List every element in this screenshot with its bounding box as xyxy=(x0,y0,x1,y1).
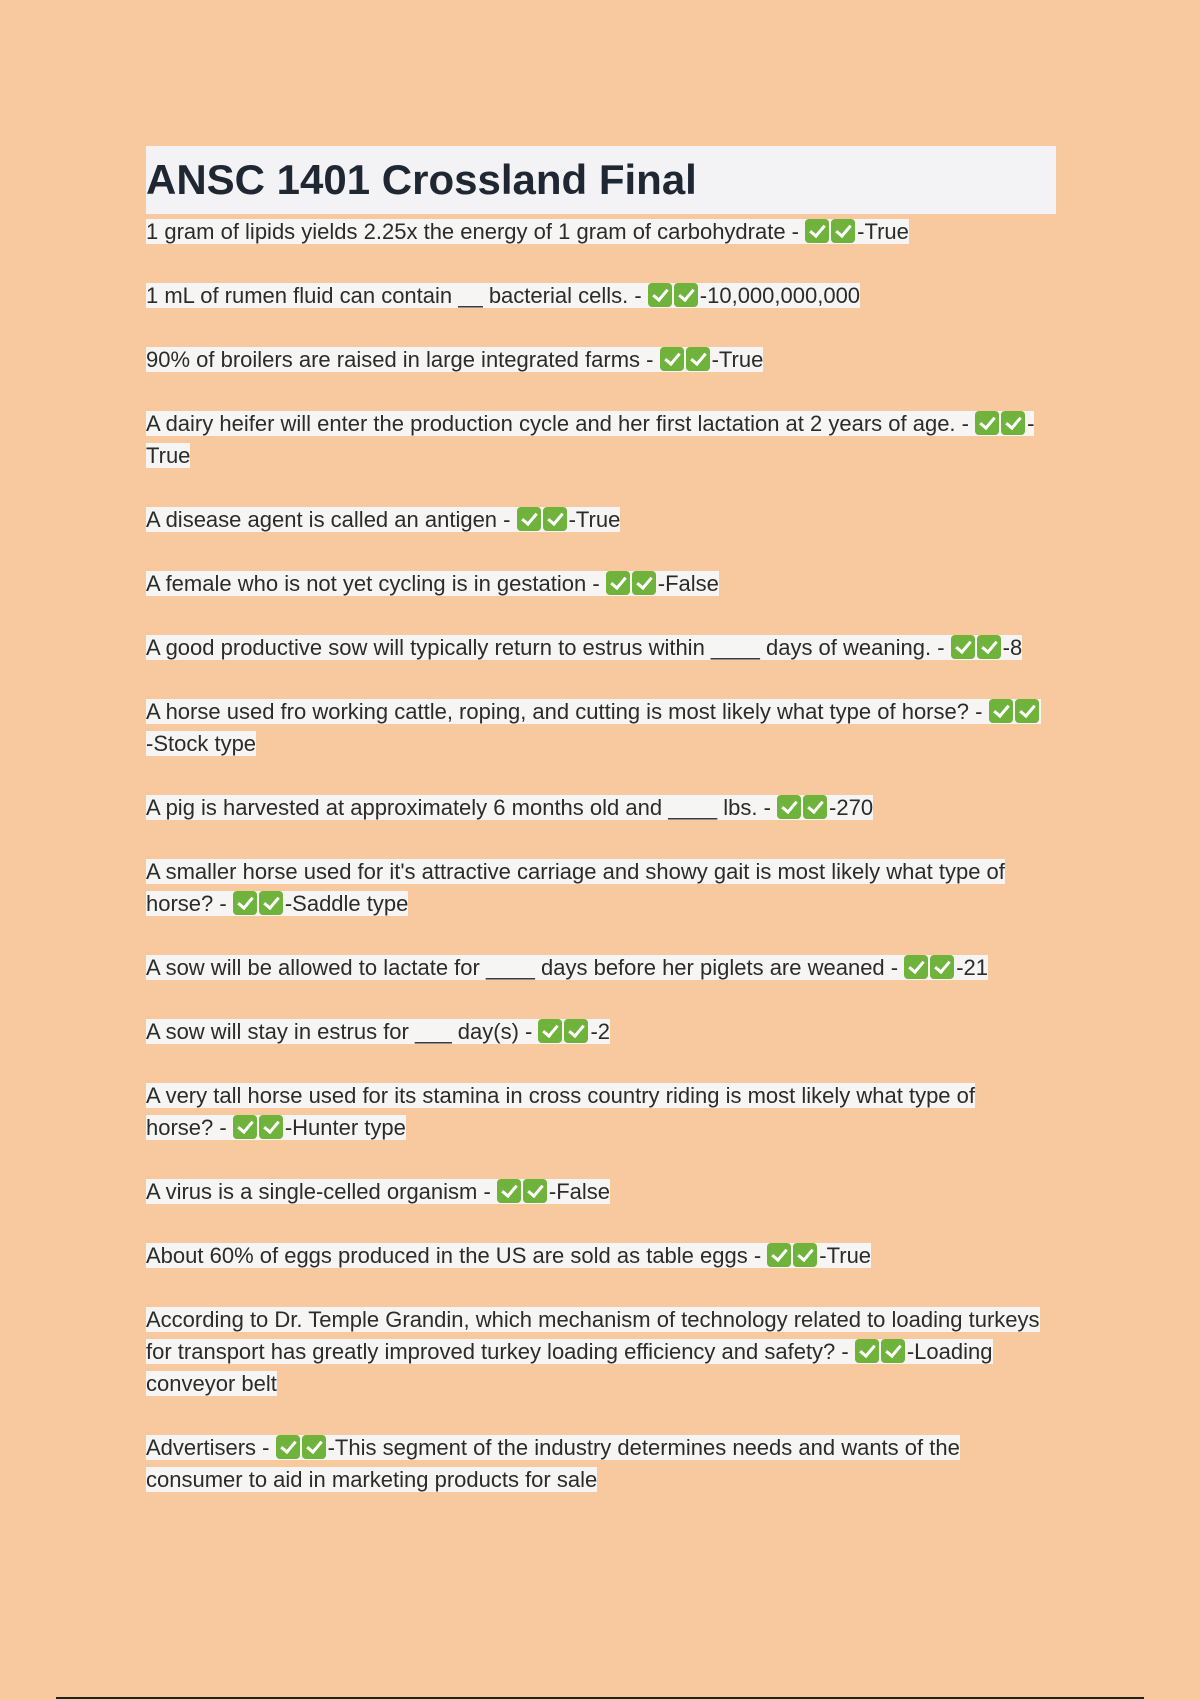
answer-text: -8 xyxy=(1002,635,1023,660)
qa-item xyxy=(146,696,1056,760)
check-mark-icon xyxy=(686,347,710,371)
question-text: A virus is a single-celled organism - xyxy=(146,1179,497,1204)
question-text: 90% of broilers are raised in large integrated farms - xyxy=(146,347,660,372)
check-mark-icon xyxy=(904,955,928,979)
qa-text xyxy=(146,411,1034,468)
answer-text: -True xyxy=(857,219,909,244)
question-text: A good productive sow will typically return to estrus within ____ days of weaning. - xyxy=(146,635,951,660)
qa-text xyxy=(146,1307,1040,1396)
qa-item xyxy=(146,344,1056,376)
check-mark-icon xyxy=(497,1179,521,1203)
qa-list xyxy=(146,216,1056,1496)
qa-text xyxy=(146,699,1041,756)
qa-text xyxy=(146,1083,975,1140)
qa-text xyxy=(146,219,909,244)
answer-text: -False xyxy=(548,1179,611,1204)
question-text: A horse used fro working cattle, roping, and cutting is most likely what type of horse? - xyxy=(146,699,989,724)
question-text: According to Dr. Temple Grandin, which mechanism of technology related to loading turkeys for transport has greatly improved turkey loading efficiency and safety? - xyxy=(146,1307,1040,1364)
check-mark-icon xyxy=(831,219,855,243)
qa-item xyxy=(146,1176,1056,1208)
qa-text xyxy=(146,795,873,820)
qa-item xyxy=(146,952,1056,984)
check-mark-icon xyxy=(767,1243,791,1267)
answer-text: -This segment of the industry determines needs and wants of the consumer to aid in marketing products for sale xyxy=(146,1435,960,1492)
qa-item xyxy=(146,1432,1056,1496)
footer-divider xyxy=(56,1697,1144,1699)
qa-item xyxy=(146,408,1056,472)
check-mark-icon xyxy=(977,635,1001,659)
check-mark-icon xyxy=(881,1339,905,1363)
check-mark-icon xyxy=(1001,411,1025,435)
answer-text: -Stock type xyxy=(146,731,257,756)
qa-text xyxy=(146,1019,610,1044)
answer-text: -Saddle type xyxy=(284,891,409,916)
question-text: About 60% of eggs produced in the US are sold as table eggs - xyxy=(146,1243,768,1268)
qa-item xyxy=(146,280,1056,312)
check-mark-icon xyxy=(259,1115,283,1139)
answer-text: -10,000,000,000 xyxy=(699,283,861,308)
qa-item xyxy=(146,568,1056,600)
answer-text: -False xyxy=(657,571,719,596)
check-mark-icon xyxy=(276,1435,300,1459)
question-text: A very tall horse used for its stamina in cross country riding is most likely what type of horse? - xyxy=(146,1083,975,1140)
qa-text xyxy=(146,507,620,532)
check-mark-icon xyxy=(777,795,801,819)
check-mark-icon xyxy=(975,411,999,435)
check-mark-icon xyxy=(930,955,954,979)
qa-item xyxy=(146,1080,1056,1144)
qa-item xyxy=(146,632,1056,664)
answer-text: -270 xyxy=(829,795,874,820)
qa-text xyxy=(146,859,1005,916)
qa-text xyxy=(146,635,1022,660)
check-mark-icon xyxy=(564,1019,588,1043)
check-mark-icon xyxy=(805,219,829,243)
answer-text: -True xyxy=(568,507,621,532)
question-text: 1 gram of lipids yields 2.25x the energy of 1 gram of carbohydrate - xyxy=(146,219,806,244)
check-mark-icon xyxy=(302,1435,326,1459)
check-mark-icon xyxy=(793,1243,817,1267)
question-text: A pig is harvested at approximately 6 months old and ____ lbs. - xyxy=(146,795,778,820)
qa-item xyxy=(146,792,1056,824)
check-mark-icon xyxy=(803,795,827,819)
check-mark-icon xyxy=(632,571,656,595)
check-mark-icon xyxy=(674,283,698,307)
check-mark-icon xyxy=(855,1339,879,1363)
check-mark-icon xyxy=(517,507,541,531)
question-text: 1 mL of rumen fluid can contain __ bacterial cells. - xyxy=(146,283,648,308)
question-text: A smaller horse used for it's attractive carriage and showy gait is most likely what type of horse? - xyxy=(146,859,1005,916)
check-mark-icon xyxy=(648,283,672,307)
answer-text: -21 xyxy=(956,955,989,980)
qa-text xyxy=(146,1243,871,1268)
qa-text xyxy=(146,571,719,596)
qa-item xyxy=(146,1016,1056,1048)
check-mark-icon xyxy=(233,1115,257,1139)
question-text: A sow will be allowed to lactate for ____ days before her piglets are weaned - xyxy=(146,955,905,980)
question-text: A disease agent is called an antigen - xyxy=(146,507,517,532)
question-text: A sow will stay in estrus for ___ day(s) - xyxy=(146,1019,539,1044)
qa-item xyxy=(146,504,1056,536)
page-title: ANSC 1401 Crossland Final xyxy=(146,156,697,203)
answer-text: -True xyxy=(711,347,764,372)
qa-text xyxy=(146,283,860,308)
qa-text xyxy=(146,347,763,372)
check-mark-icon xyxy=(606,571,630,595)
qa-text xyxy=(146,1179,610,1204)
answer-text: -True xyxy=(819,1243,872,1268)
answer-text: -Hunter type xyxy=(284,1115,406,1140)
qa-item xyxy=(146,856,1056,920)
document-page xyxy=(146,146,1056,1528)
check-mark-icon xyxy=(989,699,1013,723)
answer-text: -2 xyxy=(590,1019,611,1044)
question-text: A female who is not yet cycling is in gestation - xyxy=(146,571,606,596)
check-mark-icon xyxy=(1015,699,1039,723)
qa-item xyxy=(146,1240,1056,1272)
check-mark-icon xyxy=(951,635,975,659)
check-mark-icon xyxy=(259,891,283,915)
check-mark-icon xyxy=(543,507,567,531)
check-mark-icon xyxy=(523,1179,547,1203)
qa-item xyxy=(146,216,1056,248)
question-text: Advertisers - xyxy=(146,1435,276,1460)
answer-text: -True xyxy=(146,411,1035,468)
question-text: A dairy heifer will enter the production cycle and her first lactation at 2 years of age. - xyxy=(146,411,976,436)
qa-text xyxy=(146,955,988,980)
qa-item xyxy=(146,1304,1056,1400)
qa-text xyxy=(146,1435,960,1492)
check-mark-icon xyxy=(538,1019,562,1043)
answer-text: -Loading conveyor belt xyxy=(146,1339,993,1396)
check-mark-icon xyxy=(233,891,257,915)
check-mark-icon xyxy=(660,347,684,371)
title-bar xyxy=(146,146,1056,214)
